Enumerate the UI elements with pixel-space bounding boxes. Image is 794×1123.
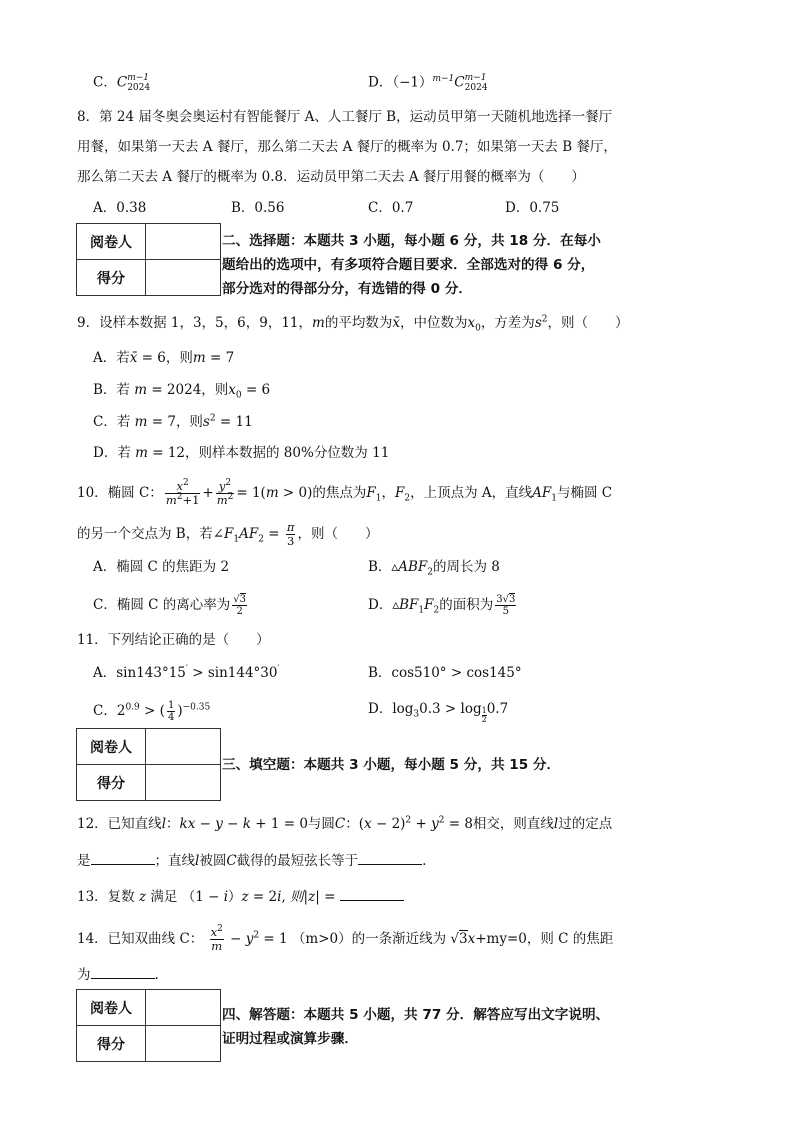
q10-stem-line-1: 10．椭圆 C： $\frac{x^2}{m^2+1}$ + $\frac{y^2}{m^2}$ = 1(m > 0)的焦点为$F_1$，$F_2$，上顶点为 A，直线$AF_1$与椭圆 C: [77, 478, 613, 507]
q8-line-3: 那么第二天去 A 餐厅的概率为 0.8．运动员甲第二天去 A 餐厅用餐的概率为（ ）: [77, 169, 585, 185]
q12-stem-line-1: 12．已知直线l：kx − y − k + 1 = 0与圆C：$(x - 2)^2 + y^2 = 8$相交，则直线l过的定点: [77, 815, 613, 832]
q9-option-d: D．若 m = 12，则样本数据的 80%分位数为 11: [93, 445, 390, 461]
q8-line-2: 用餐，如果第一天去 A 餐厅，那么第二天去 A 餐厅的概率为 0.7；如果第一天去 B 餐厅，: [77, 139, 617, 155]
q10-option-c: C．椭圆 C 的离心率为 $\frac{√3}{2}$: [93, 594, 246, 617]
reviewer-label: 阅卷人: [77, 224, 146, 260]
q14-stem-line-1: 14．已知双曲线 C： $\frac{x^2}{m}$ − $y^2 = 1$ （m>0）的一条渐近线为 √3x+my=0，则 C 的焦距: [77, 924, 614, 953]
q7-option-c: C．Cm−1 2024: [93, 73, 151, 93]
answer-blank[interactable]: [340, 886, 404, 901]
q10-option-d: D．$▵BF_1F_2$的面积为 $\frac{3√3}{5}$: [368, 594, 516, 617]
q11-option-b: B．cos510° > cos145°: [368, 665, 522, 681]
q9-stem: 9．设样本数据 1，3，5，6，9，11，m的平均数为x̄，中位数为$x_0$，方差为$s^2$，则（ ）: [77, 314, 629, 334]
reviewer-cell: [146, 224, 221, 260]
q10-stem-line-2: 的另一个交点为 B，若$\angle F_1AF_2$ = $\frac{\pi}{3}$ ，则（ ）: [77, 520, 379, 548]
q11-option-a: A．sin143°15′ > sin144°30′: [93, 664, 280, 681]
q13-stem: 13．复数 z 满足 （1 − i）z = 2i, 则|z| =: [77, 886, 404, 906]
q8-option-b: B．0.56: [231, 200, 285, 216]
q11-stem: 11．下列结论正确的是（ ）: [77, 632, 270, 648]
q10-option-a: A．椭圆 C 的焦距为 2: [93, 559, 230, 575]
reviewer-cell: [146, 990, 221, 1026]
score-table-section-2: [76, 223, 221, 296]
score-label: 得分: [77, 765, 146, 801]
q8-option-c: C．0.7: [368, 200, 414, 216]
q10-option-b: B．$▵ABF_2$的周长为 8: [368, 559, 500, 578]
score-cell: [146, 765, 221, 801]
q8-line-1: 8．第 24 届冬奥会奥运村有智能餐厅 A、人工餐厅 B，运动员甲第一天随机地选择一餐厅: [77, 109, 613, 125]
answer-blank[interactable]: [91, 964, 155, 979]
q9-option-a: A．若x̄ = 6，则m = 7: [93, 350, 235, 366]
q14-stem-line-2: 为 .: [77, 964, 159, 984]
answer-blank[interactable]: [358, 850, 422, 865]
q12-stem-line-2: 是 ；直线l被圆C截得的最短弦长等于 .: [77, 850, 426, 870]
score-table-section-4: [76, 989, 221, 1062]
reviewer-label: 阅卷人: [77, 729, 146, 765]
section-2-heading: 二、选择题：本题共 3 小题，每小题 6 分，共 18 分．在每小 题给出的选项中，有多项符合题目要求．全部选对的得 6 分， 部分选对的得部分分，有选错的得 0 分．: [222, 233, 601, 297]
section-4-heading: 四、解答题：本题共 5 小题，共 77 分．解答应写出文字说明、 证明过程或演算步骤．: [222, 1007, 610, 1047]
score-label: 得分: [77, 1026, 146, 1062]
q8-option-a: A．0.38: [93, 200, 147, 216]
q11-option-d: D．$\log_30.3 > \log$ $\frac{1}{2}$ 0.7: [368, 701, 509, 724]
answer-blank[interactable]: [91, 850, 155, 865]
score-cell: [146, 260, 221, 296]
reviewer-label: 阅卷人: [77, 990, 146, 1026]
q9-option-c: C．若 m = 7，则$s^2 = 11$: [93, 413, 253, 430]
score-cell: [146, 1026, 221, 1062]
score-label: 得分: [77, 260, 146, 296]
score-table-section-3: [76, 728, 221, 801]
q7-option-d: D．$(-1)^{m-1}Cm-1$ 2024: [368, 73, 488, 93]
reviewer-cell: [146, 729, 221, 765]
q9-option-b: B．若 m = 2024，则$x_0 = 6$: [93, 382, 271, 401]
section-3-heading: 三、填空题：本题共 3 小题，每小题 5 分，共 15 分．: [222, 757, 561, 773]
q11-option-c: C．$2^{0.9}$ > ( $\frac{1}{4}$ )$^{-0.35}$: [93, 700, 211, 723]
q8-option-d: D．0.75: [505, 200, 560, 216]
